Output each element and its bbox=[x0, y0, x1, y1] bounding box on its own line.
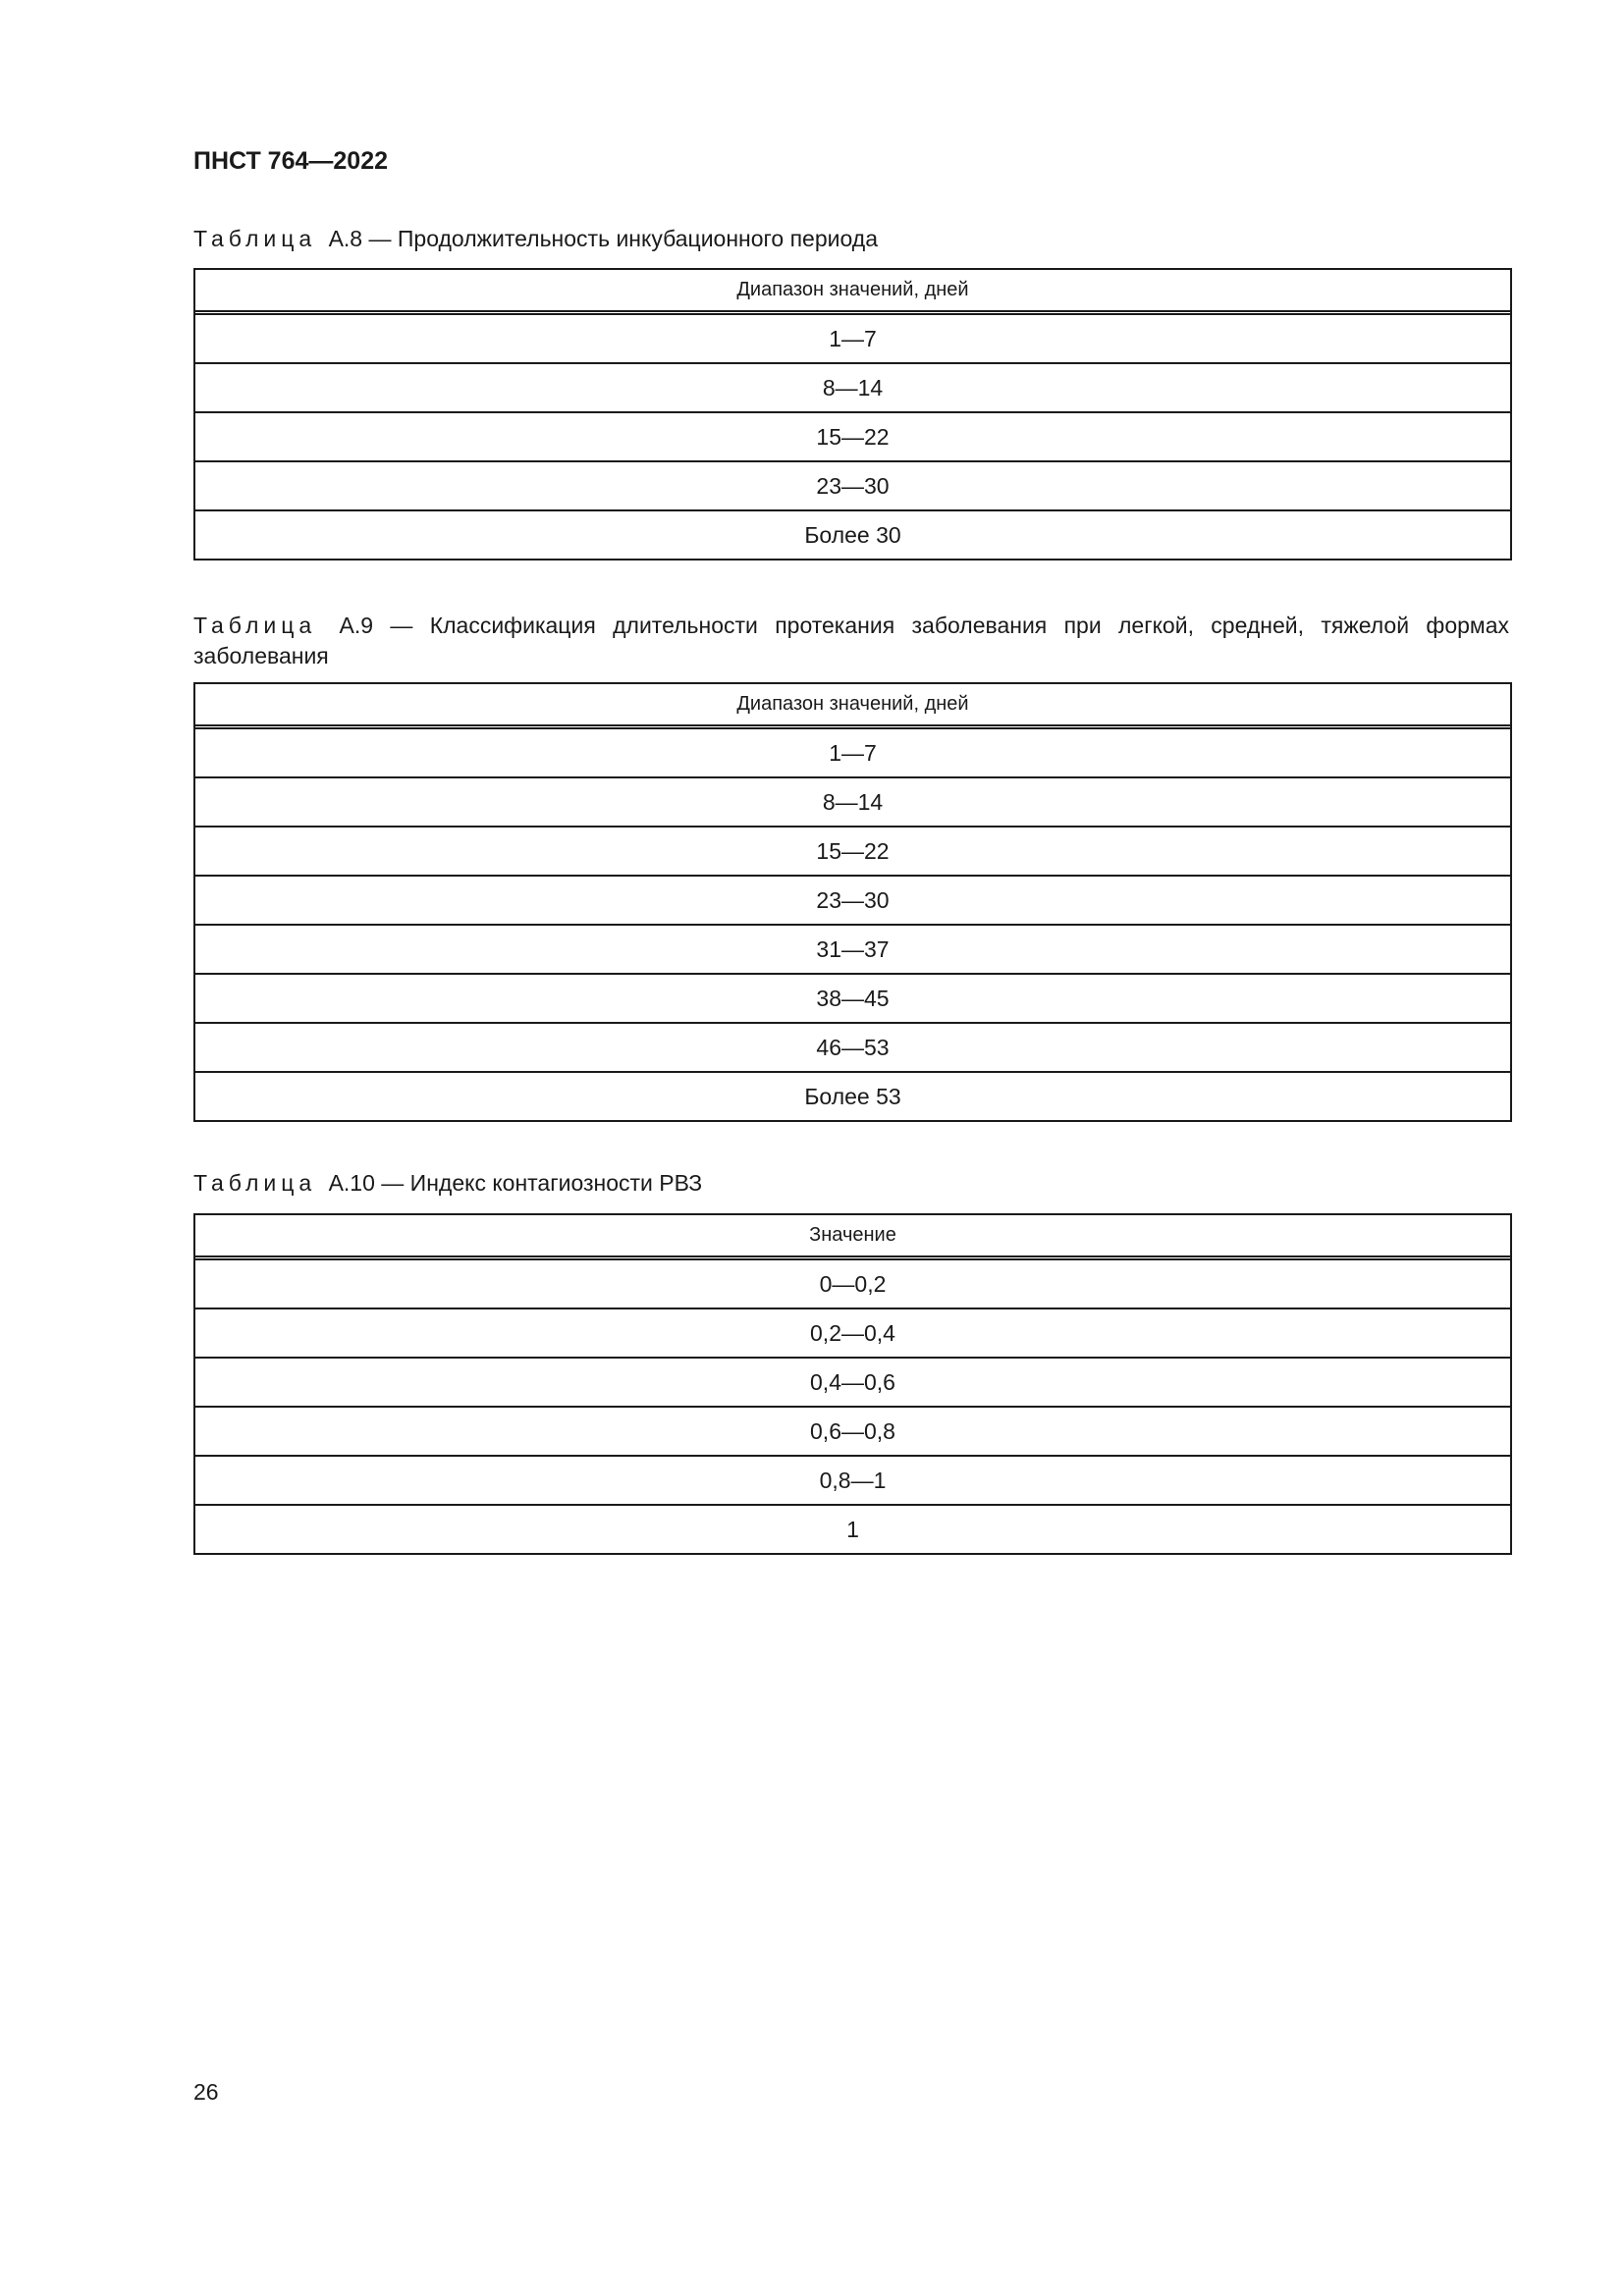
table-a10 bbox=[193, 1213, 1512, 1555]
table-cell: 0,8—1 bbox=[195, 1457, 1510, 1506]
document-header: ПНСТ 764—2022 bbox=[193, 147, 388, 175]
table-cell: 0—0,2 bbox=[195, 1260, 1510, 1309]
table-a9 bbox=[193, 682, 1512, 1122]
table-cell: 0,2—0,4 bbox=[195, 1309, 1510, 1359]
table-cell: 38—45 bbox=[195, 975, 1510, 1024]
table-caption-text: А.10 — Индекс контагиозности РВЗ bbox=[328, 1170, 703, 1196]
table-caption bbox=[193, 224, 1509, 254]
table-cell: 23—30 bbox=[195, 462, 1510, 511]
table-cell: 1—7 bbox=[195, 729, 1510, 778]
table-column-header: Диапазон значений, дней bbox=[195, 270, 1510, 315]
table-caption-prefix: Таблица bbox=[193, 1170, 317, 1196]
table-cell: 0,4—0,6 bbox=[195, 1359, 1510, 1408]
page-number: 26 bbox=[193, 2079, 219, 2105]
table-cell: 0,6—0,8 bbox=[195, 1408, 1510, 1457]
table-caption-text: А.9 — Классификация длительности протекания заболевания при легкой, средней, тяжелой формах заболевания bbox=[193, 613, 1510, 668]
table-caption bbox=[193, 611, 1509, 671]
table-cell: 8—14 bbox=[195, 364, 1510, 413]
table-column-header: Значение bbox=[195, 1215, 1510, 1260]
table-column-header: Диапазон значений, дней bbox=[195, 684, 1510, 729]
table-caption-prefix: Таблица bbox=[193, 226, 317, 251]
table-caption-prefix: Таблица bbox=[193, 613, 317, 638]
table-cell: Более 53 bbox=[804, 1083, 901, 1109]
table-cell: 15—22 bbox=[195, 828, 1510, 877]
table-cell: 46—53 bbox=[195, 1024, 1510, 1073]
table-cell: Более 30 bbox=[804, 521, 901, 548]
table-caption-text: А.8 — Продолжительность инкубационного периода bbox=[328, 226, 878, 251]
table-caption bbox=[193, 1168, 1509, 1199]
table-cell: 31—37 bbox=[195, 926, 1510, 975]
table-cell: 8—14 bbox=[195, 778, 1510, 828]
table-cell: 15—22 bbox=[195, 413, 1510, 462]
table-cell: 1 bbox=[846, 1516, 859, 1542]
table-cell: 23—30 bbox=[195, 877, 1510, 926]
table-a8 bbox=[193, 268, 1512, 561]
table-cell: 1—7 bbox=[195, 315, 1510, 364]
